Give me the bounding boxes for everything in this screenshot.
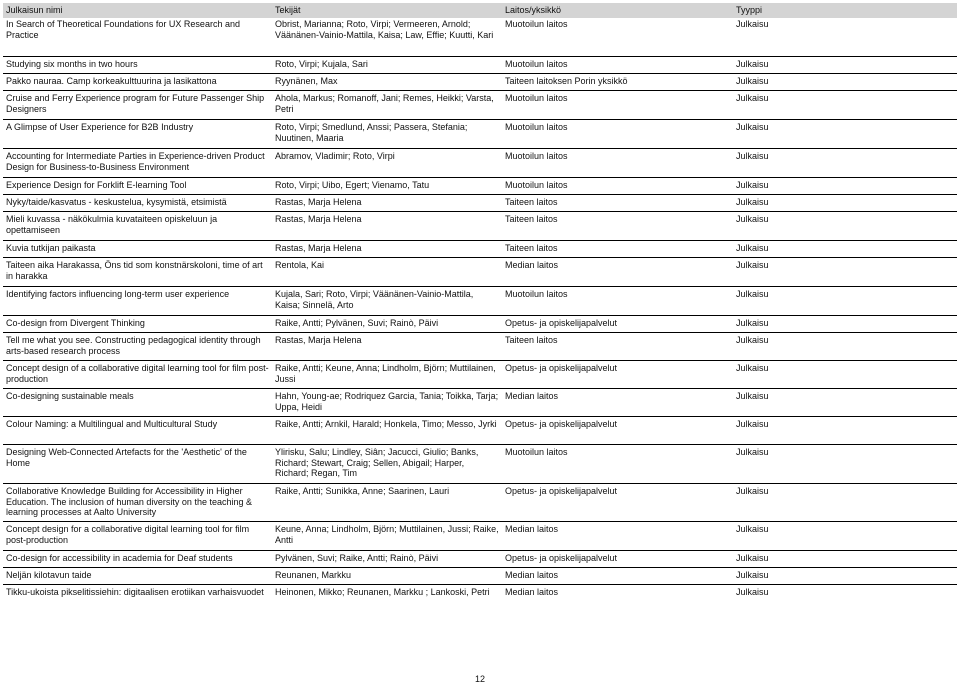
- cell-type: Julkaisu: [733, 333, 957, 361]
- cell-type: Julkaisu: [733, 149, 957, 178]
- table-row: [3, 195, 957, 212]
- cell-type: Julkaisu: [733, 241, 957, 258]
- cell-authors: Abramov, Vladimir; Roto, Virpi: [272, 149, 502, 178]
- cell-type: Julkaisu: [733, 91, 957, 120]
- column-header-unit: Laitos/yksikkö: [502, 3, 733, 19]
- cell-type: Julkaisu: [733, 258, 957, 287]
- cell-type: Julkaisu: [733, 484, 957, 522]
- cell-title: Accounting for Intermediate Parties in Experience-driven Product Design for Business-to-Business Environment: [3, 149, 272, 178]
- cell-authors: Rastas, Marja Helena: [272, 195, 502, 212]
- cell-authors: Rastas, Marja Helena: [272, 212, 502, 241]
- table-row: [3, 389, 957, 417]
- cell-unit: Taiteen laitos: [502, 333, 733, 361]
- cell-title: Co-design from Divergent Thinking: [3, 316, 272, 333]
- cell-authors: Ylirisku, Salu; Lindley, Siân; Jacucci, Giulio; Banks, Richard; Stewart, Craig; Sellen, Abigail; Harper, Richard; Regan, Tim: [272, 445, 502, 484]
- cell-authors: Kujala, Sari; Roto, Virpi; Väänänen-Vainio-Mattila, Kaisa; Sinnelä, Arto: [272, 287, 502, 316]
- cell-type: Julkaisu: [733, 445, 957, 484]
- table-row: [3, 74, 957, 91]
- cell-title: Experience Design for Forklift E-learning Tool: [3, 178, 272, 195]
- cell-unit: Median laitos: [502, 522, 733, 551]
- cell-title: Concept design for a collaborative digital learning tool for film post-production: [3, 522, 272, 551]
- cell-authors: Raike, Antti; Pylvänen, Suvi; Rainò, Päivi: [272, 316, 502, 333]
- table-row: [3, 258, 957, 287]
- cell-type: Julkaisu: [733, 287, 957, 316]
- table-row: [3, 333, 957, 361]
- cell-authors: Hahn, Young-ae; Rodriquez Garcia, Tania; Toikka, Tarja; Uppa, Heidi: [272, 389, 502, 417]
- table-row: [3, 551, 957, 568]
- cell-unit: Median laitos: [502, 258, 733, 287]
- cell-unit: Opetus- ja opiskelijapalvelut: [502, 551, 733, 568]
- cell-type: Julkaisu: [733, 522, 957, 551]
- cell-unit: Muotoilun laitos: [502, 445, 733, 484]
- cell-unit: Median laitos: [502, 585, 733, 613]
- table-row: [3, 241, 957, 258]
- cell-unit: Muotoilun laitos: [502, 149, 733, 178]
- cell-authors: Roto, Virpi; Smedlund, Anssi; Passera, Stefania; Nuutinen, Maaria: [272, 120, 502, 149]
- cell-unit: Opetus- ja opiskelijapalvelut: [502, 361, 733, 389]
- cell-title: Collaborative Knowledge Building for Accessibility in Higher Education. The inclusion of human diversity on the teaching & learning processes at Aalto University: [3, 484, 272, 522]
- cell-unit: Muotoilun laitos: [502, 91, 733, 120]
- table-row: [3, 445, 957, 484]
- cell-title: Identifying factors influencing long-term user experience: [3, 287, 272, 316]
- cell-authors: Roto, Virpi; Uibo, Egert; Vienamo, Tatu: [272, 178, 502, 195]
- cell-type: Julkaisu: [736, 19, 769, 29]
- cell-authors: Heinonen, Mikko; Reunanen, Markku ; Lankoski, Petri: [272, 585, 502, 613]
- cell-unit: Taiteen laitoksen Porin yksikkö: [502, 74, 733, 91]
- table-row: [3, 212, 957, 241]
- cell-authors: Raike, Antti; Sunikka, Anne; Saarinen, Lauri: [272, 484, 502, 522]
- cell-authors: Reunanen, Markku: [272, 568, 502, 585]
- cell-title: Studying six months in two hours: [3, 57, 272, 74]
- cell-title: Co-designing sustainable meals: [3, 389, 272, 417]
- cell-type: Julkaisu: [733, 316, 957, 333]
- cell-authors: Raike, Antti; Arnkil, Harald; Honkela, Timo; Messo, Jyrki: [272, 417, 502, 445]
- cell-title: Colour Naming: a Multilingual and Multicultural Study: [3, 417, 272, 445]
- cell-unit: Muotoilun laitos: [502, 287, 733, 316]
- cell-unit: Taiteen laitos: [502, 195, 733, 212]
- cell-title: Kuvia tutkijan paikasta: [3, 241, 272, 258]
- cell-type: Julkaisu: [733, 195, 957, 212]
- cell-unit: Median laitos: [502, 568, 733, 585]
- cell-title: Designing Web-Connected Artefacts for the 'Aesthetic' of the Home: [3, 445, 272, 484]
- cell-type: Julkaisu: [733, 57, 957, 74]
- cell-title: Pakko nauraa. Camp korkeakulttuurina ja lasikattona: [3, 74, 272, 91]
- cell-unit: Median laitos: [502, 389, 733, 417]
- table-row: [3, 91, 957, 120]
- cell-authors: Roto, Virpi; Kujala, Sari: [272, 57, 502, 74]
- cell-type: Julkaisu: [733, 568, 957, 585]
- cell-title: Nyky/taide/kasvatus - keskustelua, kysymistä, etsimistä: [3, 195, 272, 212]
- cell-title: Tell me what you see. Constructing pedagogical identity through arts-based research process: [3, 333, 272, 361]
- cell-authors: Ryynänen, Max: [272, 74, 502, 91]
- cell-title: Concept design of a collaborative digital learning tool for film post-production: [3, 361, 272, 389]
- cell-unit: Opetus- ja opiskelijapalvelut: [502, 316, 733, 333]
- cell-title: Neljän kilotavun taide: [3, 568, 272, 585]
- cell-unit: Taiteen laitos: [502, 241, 733, 258]
- table-row: [3, 178, 957, 195]
- cell-unit: Opetus- ja opiskelijapalvelut: [502, 484, 733, 522]
- table-row: [3, 361, 957, 389]
- cell-type: Julkaisu: [733, 551, 957, 568]
- cell-authors: Rastas, Marja Helena: [272, 333, 502, 361]
- cell-authors: Rentola, Kai: [272, 258, 502, 287]
- publication-page: [3, 3, 957, 613]
- cell-title: A Glimpse of User Experience for B2B Industry: [3, 120, 272, 149]
- cell-unit: Muotoilun laitos: [502, 178, 733, 195]
- cell-title: Mieli kuvassa - näkökulmia kuvataiteen opiskeluun ja opettamiseen: [3, 212, 272, 241]
- cell-authors: Obrist, Marianna; Roto, Virpi; Vermeeren, Arnold; Väänänen-Vainio-Mattila, Kaisa; Law, Effie; Kuutti, Kari: [275, 19, 494, 40]
- table-row: [3, 316, 957, 333]
- cell-unit: Taiteen laitos: [502, 212, 733, 241]
- publications-table: [3, 3, 957, 613]
- column-header-type: Tyyppi: [733, 3, 957, 19]
- table-row: [3, 568, 957, 585]
- column-header-authors: Tekijät: [272, 3, 502, 19]
- table-row: [3, 120, 957, 149]
- table-row: [3, 417, 957, 445]
- table-row: [3, 149, 957, 178]
- cell-unit: Opetus- ja opiskelijapalvelut: [502, 417, 733, 445]
- cell-title: Co-design for accessibility in academia for Deaf students: [3, 551, 272, 568]
- cell-type: Julkaisu: [733, 417, 957, 445]
- cell-type: Julkaisu: [733, 361, 957, 389]
- cell-title: Tikku-ukoista pikselitissiehin: digitaalisen erotiikan varhaisvuodet: [3, 585, 272, 613]
- cell-unit: Muotoilun laitos: [502, 120, 733, 149]
- cell-unit: Muotoilun laitos: [505, 19, 568, 29]
- table-row: [3, 522, 957, 551]
- cell-type: Julkaisu: [733, 74, 957, 91]
- cell-title: In Search of Theoretical Foundations for UX Research and Practice: [6, 19, 240, 40]
- cell-type: Julkaisu: [733, 120, 957, 149]
- cell-type: Julkaisu: [733, 178, 957, 195]
- cell-title: Cruise and Ferry Experience program for Future Passenger Ship Designers: [3, 91, 272, 120]
- table-row: [3, 57, 957, 74]
- table-row: [3, 19, 957, 57]
- table-row: [3, 585, 957, 613]
- cell-type: Julkaisu: [733, 212, 957, 241]
- column-header-title: Julkaisun nimi: [3, 3, 272, 19]
- cell-type: Julkaisu: [733, 389, 957, 417]
- table-row: [3, 484, 957, 522]
- table-row: [3, 287, 957, 316]
- cell-authors: Keune, Anna; Lindholm, Björn; Muttilainen, Jussi; Raike, Antti: [272, 522, 502, 551]
- cell-authors: Ahola, Markus; Romanoff, Jani; Remes, Heikki; Varsta, Petri: [272, 91, 502, 120]
- page-number: 12: [474, 674, 485, 684]
- cell-authors: Raike, Antti; Keune, Anna; Lindholm, Björn; Muttilainen, Jussi: [272, 361, 502, 389]
- cell-unit: Muotoilun laitos: [502, 57, 733, 74]
- cell-authors: Rastas, Marja Helena: [272, 241, 502, 258]
- cell-authors: Pylvänen, Suvi; Raike, Antti; Rainò, Päivi: [272, 551, 502, 568]
- table-header-row: [3, 3, 957, 19]
- cell-type: Julkaisu: [733, 585, 957, 613]
- table-body: [3, 19, 957, 613]
- cell-title: Taiteen aika Harakassa, Öns tid som konstnärskoloni, time of art in harakka: [3, 258, 272, 287]
